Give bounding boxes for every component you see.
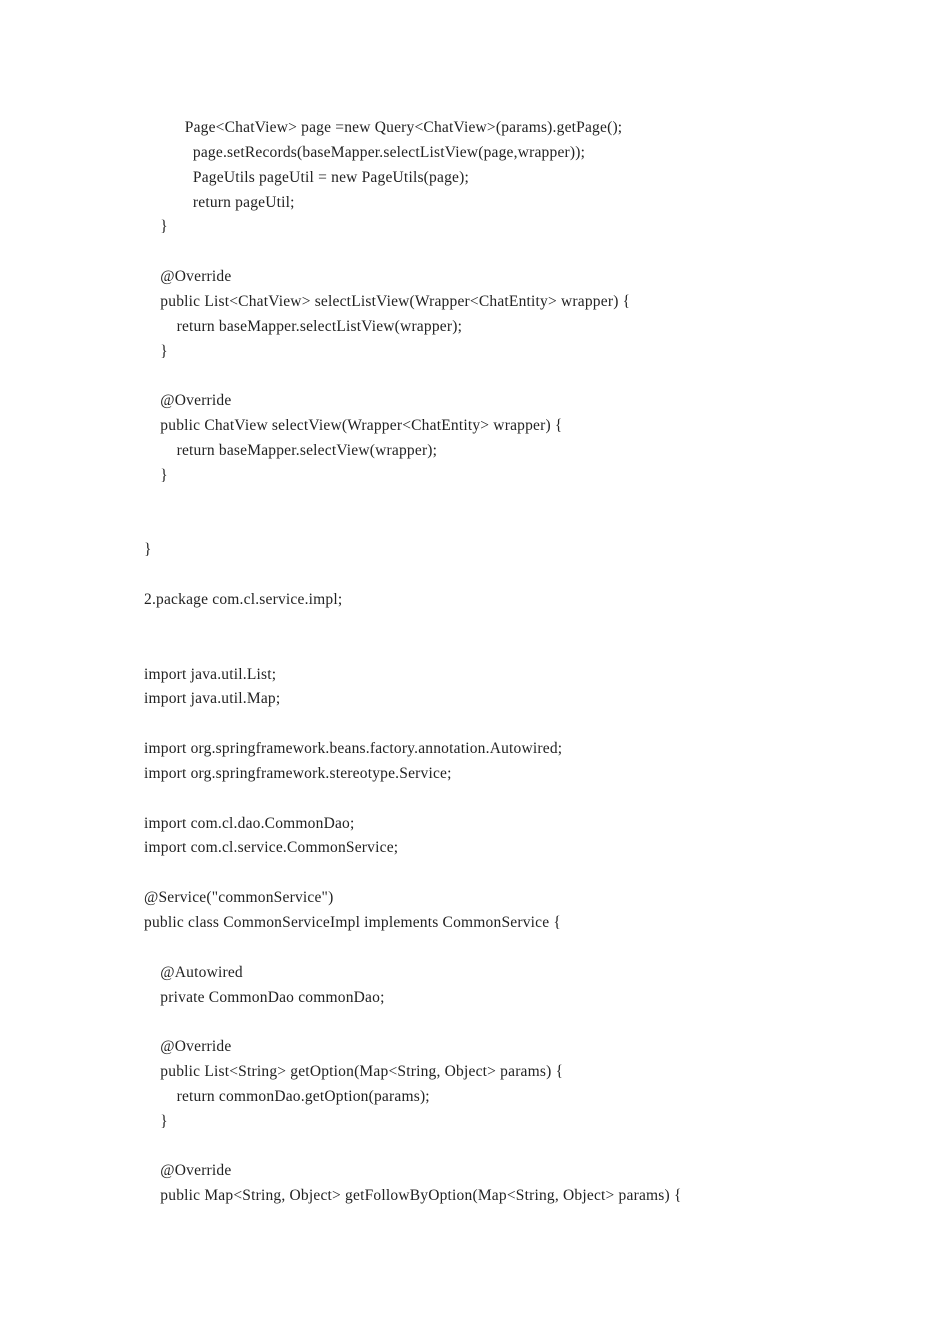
code-line xyxy=(144,364,910,389)
code-line: } xyxy=(144,1112,168,1130)
code-line: import org.springframework.stereotype.Service; xyxy=(144,764,452,782)
code-line: @Service("commonService") xyxy=(144,889,334,907)
code-line xyxy=(144,514,910,539)
code-line: } xyxy=(144,342,168,360)
code-line: import java.util.Map; xyxy=(144,690,281,708)
code-listing xyxy=(144,116,910,1209)
code-line: public class CommonServiceImpl implements CommonService { xyxy=(144,914,562,931)
code-line: return baseMapper.selectView(wrapper); xyxy=(144,441,438,459)
code-line: @Override xyxy=(144,1162,232,1180)
code-line: public List<ChatView> selectListView(Wrapper<ChatEntity> wrapper) { xyxy=(144,292,631,310)
code-line: Page<ChatView> page =new Query<ChatView>(params).getPage(); xyxy=(144,119,623,136)
code-line xyxy=(144,787,910,812)
code-line xyxy=(144,638,910,663)
code-line: import com.cl.service.CommonService; xyxy=(144,839,399,857)
code-line: import org.springframework.beans.factory.annotation.Autowired; xyxy=(144,740,563,758)
code-line xyxy=(144,563,910,588)
code-line: return pageUtil; xyxy=(144,193,295,211)
code-line: private CommonDao commonDao; xyxy=(144,988,385,1006)
code-line: import java.util.List; xyxy=(144,665,277,683)
code-line: @Override xyxy=(144,1038,232,1056)
code-line: return commonDao.getOption(params); xyxy=(144,1087,430,1105)
code-line: @Override xyxy=(144,268,232,286)
code-line xyxy=(144,240,910,265)
code-line xyxy=(144,936,910,961)
code-line: import com.cl.dao.CommonDao; xyxy=(144,814,355,832)
code-line xyxy=(144,489,910,514)
code-line: public List<String> getOption(Map<String, Object> params) { xyxy=(144,1063,564,1081)
code-line: } xyxy=(144,541,152,559)
code-line: } xyxy=(144,466,168,484)
code-line: public ChatView selectView(Wrapper<ChatEntity> wrapper) { xyxy=(144,417,563,435)
code-line: PageUtils pageUtil = new PageUtils(page); xyxy=(144,168,469,186)
code-line: @Autowired xyxy=(144,963,243,981)
code-line: } xyxy=(144,218,168,236)
code-line xyxy=(144,861,910,886)
code-line: @Override xyxy=(144,392,232,410)
code-line xyxy=(144,613,910,638)
code-line: public Map<String, Object> getFollowByOption(Map<String, Object> params) { xyxy=(144,1187,682,1205)
code-line: 2.package com.cl.service.impl; xyxy=(144,591,343,609)
code-line: return baseMapper.selectListView(wrapper); xyxy=(144,317,463,335)
code-line xyxy=(144,1010,910,1035)
code-line xyxy=(144,1135,910,1160)
code-line xyxy=(144,712,910,737)
code-line: page.setRecords(baseMapper.selectListView(page,wrapper)); xyxy=(144,143,586,161)
